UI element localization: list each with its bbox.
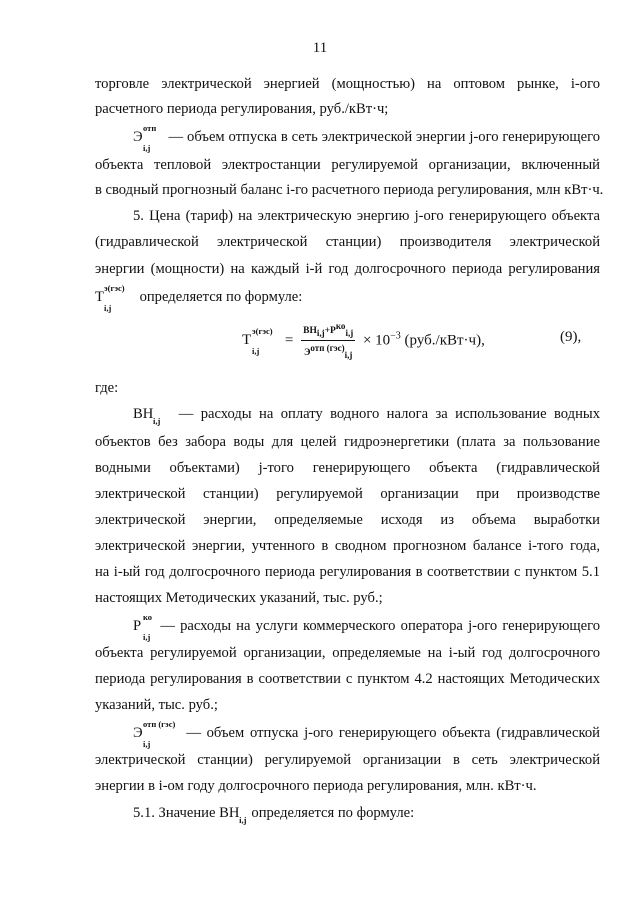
text-line: настоящих Методических указаний, тыс. руб.; bbox=[95, 590, 383, 606]
symbol-BH: ВН i,j bbox=[133, 406, 161, 426]
symbol-P: Р ко i,j bbox=[133, 612, 153, 642]
formula-lhs: Т э(гэс) i,j bbox=[242, 326, 273, 357]
text-line: энергии в i-ом году долгосрочного периода регулирования, млн. кВт·ч. bbox=[95, 778, 537, 794]
text-line: где: bbox=[95, 380, 119, 396]
symbol-E-otp-ges: Э отп (гэс) i,j bbox=[133, 719, 176, 749]
text-line: объекта тепловой электростанции регулируемой организации, включенный bbox=[95, 157, 600, 173]
text-line-5-1: 5.1. Значение ВН i,j определяется по формуле: bbox=[133, 805, 415, 825]
text-line: электрической станции) регулируемой организации в сеть электрической bbox=[95, 752, 600, 768]
text-line: на i-ый год долгосрочного периода регулирования в соответствии с пунктом 5.1 bbox=[95, 564, 600, 580]
text-line: расчетного периода регулирования, руб./кВт·ч; bbox=[95, 101, 389, 117]
formula-9: Т э(гэс) i,j = $\frac{ВН_{i,j}+Р^{ко}_{i,j}}{Э^{отп (гэс)}_{i,j}}$ × $10^{-3}$ (руб./кВт·ч), bbox=[242, 321, 485, 361]
text-line: объекта регулируемой организации, определяемые на i-ый год долгосрочного bbox=[95, 645, 600, 661]
symbol-T: Т э(гэс) i,j bbox=[95, 283, 125, 313]
definition-commercial-operator: Р ко i,j — расходы на услуги коммерческого оператора j-ого генерирующего bbox=[133, 612, 600, 642]
definition-tariff: Т э(гэс) i,j определяется по формуле: bbox=[95, 283, 303, 313]
definition-water-tax: ВН i,j — расходы на оплату водного налога за использование водных bbox=[133, 406, 600, 426]
text-line: (гидравлической электрической станции) производителя электрической bbox=[95, 234, 600, 250]
definition-hydro-supply: Э отп (гэс) i,j — объем отпуска j-ого генерирующего объекта (гидравлической bbox=[133, 719, 600, 749]
text-line: водными объектами) j-того генерирующего объекта (гидравлической bbox=[95, 460, 600, 476]
text-line: периода регулирования в соответствии с пунктом 4.2 настоящих Методических bbox=[95, 671, 600, 687]
text-line: энергии (мощности) на каждый i-й год долгосрочного периода регулирования bbox=[95, 261, 600, 277]
equation-number: (9), bbox=[560, 329, 582, 345]
text-line: электрической энергии, учтенного в сводном прогнозном балансе i-того года, bbox=[95, 538, 600, 554]
formula-fraction: $\frac{ВН_{i,j}+Р^{ко}_{i,j}}{Э^{отп (гэс)}_{i,j}}$ bbox=[303, 321, 354, 361]
text-line: торговле электрической энергией (мощностью) на оптовом рынке, i-ого bbox=[95, 76, 600, 92]
text-line: объектов без забора воды для целей гидроэнергетики (плата за пользование bbox=[95, 434, 600, 450]
text-line: в сводный прогнозный баланс i-го расчетного периода регулирования, млн кВт·ч. bbox=[95, 182, 604, 198]
text-line: электрической станции) регулируемой организации при производстве bbox=[95, 486, 600, 502]
definition-energy-supply: Э отп i,j — объем отпуска в сеть электрической энергии j-ого генерирующего bbox=[133, 123, 600, 153]
text-line: 5. Цена (тариф) на электрическую энергию j-ого генерирующего объекта bbox=[133, 208, 600, 224]
symbol-E-otp: Э отп i,j bbox=[133, 123, 157, 153]
symbol-BH-inline: ВН i,j bbox=[219, 805, 247, 825]
page-number: 11 bbox=[312, 40, 328, 56]
text-line: электрической энергии, определяемые исходя из объема выработки bbox=[95, 512, 600, 528]
text-line: указаний, тыс. руб.; bbox=[95, 697, 218, 713]
